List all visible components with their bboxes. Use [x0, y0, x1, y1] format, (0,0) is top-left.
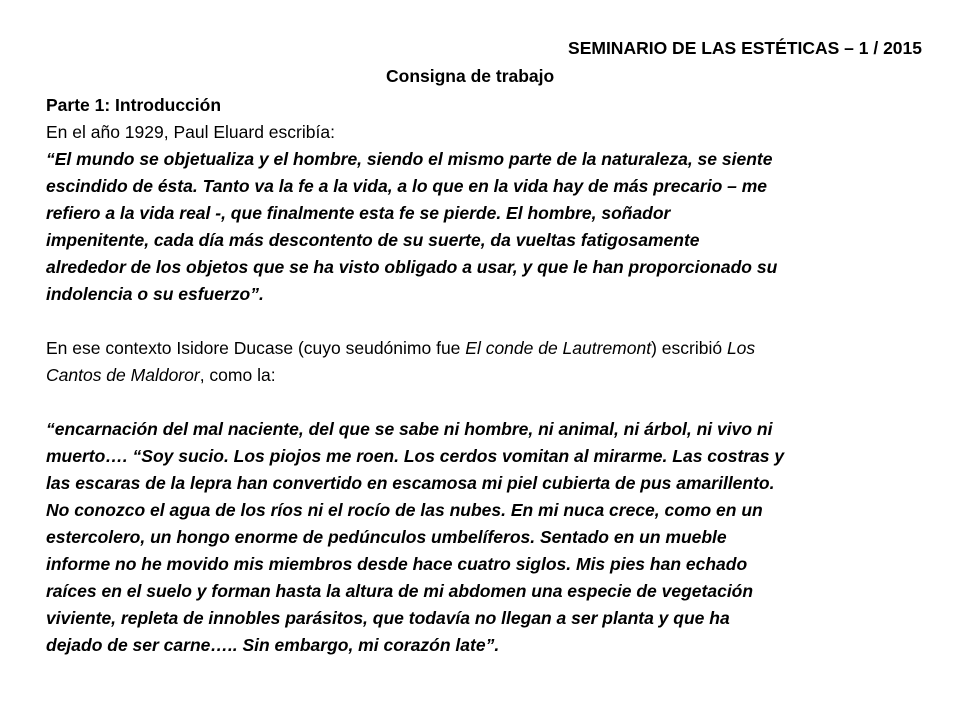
maldoror-quote: [46, 416, 922, 659]
quote-line: dejado de ser carne….. Sin embargo, mi corazón late”.: [46, 635, 500, 655]
series-title: SEMINARIO DE LAS ESTÉTICAS – 1 / 2015: [568, 38, 922, 58]
eluard-quote: [46, 146, 922, 308]
quote-line: “encarnación del mal naciente, del que se sabe ni hombre, ni animal, ni árbol, ni vivo ni: [46, 419, 773, 439]
quote-line: las escaras de la lepra han convertido en escamosa mi piel cubierta de pus amarillento.: [46, 473, 775, 493]
pseudonym: El conde de Lautremont: [465, 338, 652, 358]
context-line: [46, 335, 922, 362]
quote-line: alrededor de los objetos que se ha visto obligado a usar, y que le han proporcionado su: [46, 257, 778, 277]
quote-line: escindido de ésta. Tanto va la fe a la vida, a lo que en la vida hay de más precario – me: [46, 176, 768, 196]
quote-line: impenitente, cada día más descontento de su suerte, da vueltas fatigosamente: [46, 230, 700, 250]
book-title: Cantos de Maldoror: [46, 365, 200, 385]
intro-line: En el año 1929, Paul Eluard escribía:: [46, 122, 335, 142]
document-body: [46, 92, 922, 659]
quote-line: indolencia o su esfuerzo”.: [46, 284, 264, 304]
quote-line: muerto…. “Soy sucio. Los piojos me roen. Los cerdos vomitan al mirarme. Las costras y: [46, 446, 785, 466]
context-text: , como la:: [199, 365, 276, 385]
assignment-title: Consigna de trabajo: [386, 66, 555, 86]
context-line: [46, 362, 922, 389]
context-text: En ese contexto Isidore Ducase (cuyo seudónimo fue: [46, 338, 466, 358]
quote-line: refiero a la vida real -, que finalmente esta fe se pierde. El hombre, soñador: [46, 203, 671, 223]
paragraph-gap: [46, 389, 922, 416]
quote-line: raíces en el suelo y forman hasta la altura de mi abdomen una especie de vegetación: [46, 581, 754, 601]
section-heading: Parte 1: Introducción: [46, 95, 222, 115]
context-paragraph: [46, 335, 922, 389]
quote-line: informe no he movido mis miembros desde hace cuatro siglos. Mis pies han echado: [46, 554, 748, 574]
quote-line: No conozco el agua de los ríos ni el rocío de las nubes. En mi nuca crece, como en un: [46, 500, 763, 520]
book-title: Los: [726, 338, 756, 358]
context-text: ) escribió: [651, 338, 727, 358]
quote-line: viviente, repleta de innobles parásitos, que todavía no llegan a ser planta y que ha: [46, 608, 730, 628]
quote-line: “El mundo se objetualiza y el hombre, siendo el mismo parte de la naturaleza, se siente: [46, 149, 773, 169]
paragraph-gap: [46, 308, 922, 335]
quote-line: estercolero, un hongo enorme de pedúnculos umbelíferos. Sentado en un mueble: [46, 527, 727, 547]
